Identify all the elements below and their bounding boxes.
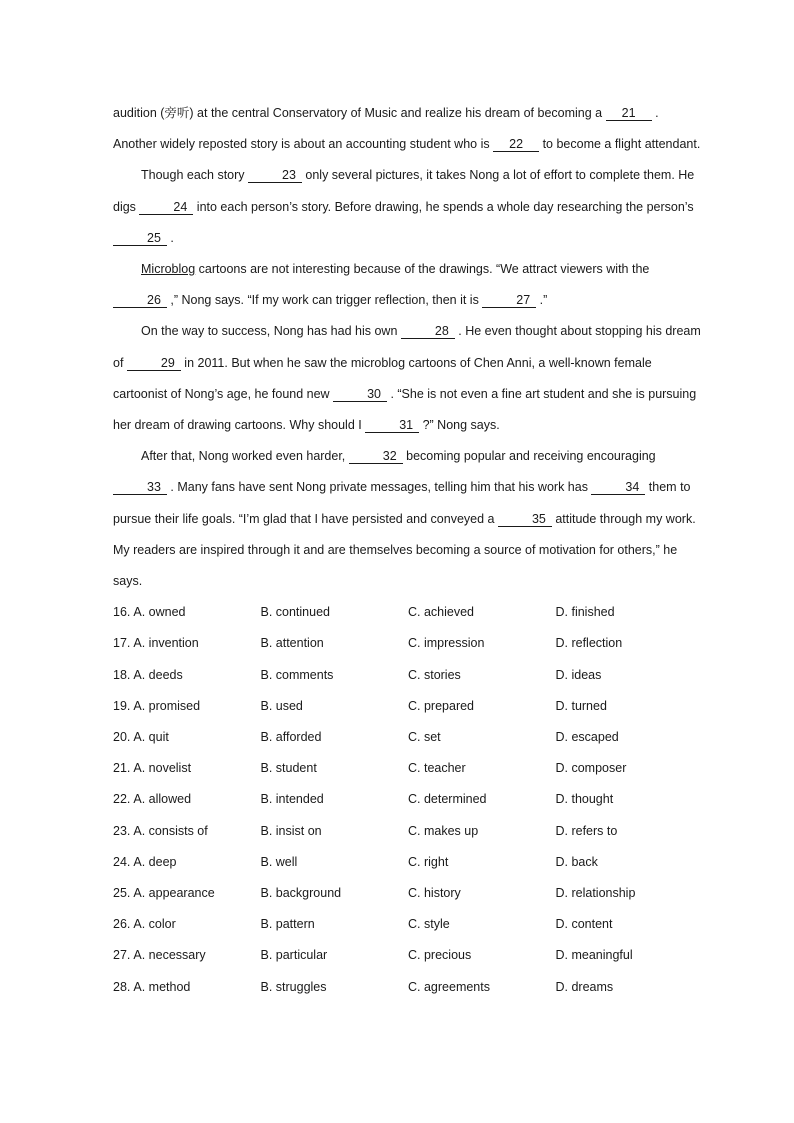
option-d (556, 940, 704, 971)
option-d (556, 972, 704, 1003)
passage-text: becoming popular and receiving encouraging (402, 449, 656, 464)
option-d (556, 784, 704, 815)
option-d (556, 660, 704, 691)
question-number: 28. (113, 979, 131, 994)
option-text: B. well (260, 854, 298, 869)
blank-22: 22 (493, 137, 539, 152)
document-page (113, 98, 703, 1003)
option-text: B. afforded (260, 730, 322, 744)
option-text: B. insist on (260, 823, 322, 838)
option-text: A. consists of (133, 823, 208, 838)
option-text: D. escaped (555, 730, 619, 744)
option-b (261, 847, 409, 878)
question-row (113, 784, 703, 815)
question-row (113, 847, 703, 878)
option-text: A. deep (133, 854, 177, 869)
option-text: D. turned (555, 698, 607, 713)
underlined-word: Microblog (141, 262, 196, 277)
option-c (408, 847, 556, 878)
question-number: 19. (113, 698, 131, 713)
question-row (113, 909, 703, 940)
option-text: C. determined (408, 792, 487, 807)
option-d (556, 909, 704, 940)
option-a (113, 816, 261, 847)
question-row (113, 628, 703, 659)
question-number: 17. (113, 636, 131, 651)
option-text: D. ideas (555, 667, 602, 682)
option-text: C. right (408, 854, 449, 869)
option-text: D. back (555, 854, 598, 869)
option-text: A. owned (133, 605, 186, 620)
option-text: C. set (408, 730, 441, 744)
option-c (408, 816, 556, 847)
option-text: D. thought (555, 792, 614, 807)
blank-26: 26 (113, 293, 167, 308)
option-b (261, 784, 409, 815)
option-c (408, 753, 556, 784)
question-row (113, 691, 703, 722)
blank-27: 27 (482, 293, 536, 308)
option-text: C. stories (408, 667, 461, 682)
passage-paragraph (113, 316, 703, 441)
option-a (113, 753, 261, 784)
question-row (113, 597, 703, 628)
passage-text: attitude through my work. My readers are inspired through it and are themselves becoming a source of motivation for others,” he says. (113, 511, 696, 589)
option-c (408, 628, 556, 659)
blank-23: 23 (248, 168, 302, 183)
question-row (113, 753, 703, 784)
blank-35: 35 (498, 512, 552, 527)
option-text: B. comments (260, 667, 334, 682)
question-number: 23. (113, 823, 131, 838)
option-c (408, 940, 556, 971)
question-number: 20. (113, 730, 131, 744)
option-a (113, 847, 261, 878)
option-c (408, 691, 556, 722)
option-b (261, 628, 409, 659)
passage (113, 98, 703, 597)
passage-text: only several pictures, it takes Nong a lot of effort to complete them. He digs (113, 168, 695, 214)
option-a (113, 722, 261, 753)
question-number: 16. (113, 605, 131, 620)
passage-paragraph (113, 160, 703, 254)
passage-paragraph (113, 98, 703, 160)
option-text: B. particular (260, 948, 328, 963)
question-number: 18. (113, 667, 131, 682)
passage-text: Though each story (141, 168, 249, 183)
option-b (261, 722, 409, 753)
option-a (113, 691, 261, 722)
passage-text: After that, Nong worked even harder, (141, 449, 349, 464)
option-a (113, 597, 261, 628)
option-text: B. attention (260, 636, 324, 651)
answer-options (113, 597, 703, 1002)
option-b (261, 878, 409, 909)
option-b (261, 660, 409, 691)
question-row (113, 972, 703, 1003)
option-text: C. impression (408, 636, 485, 651)
option-text: D. reflection (555, 636, 623, 651)
passage-text: in 2011. But when he saw the microblog cartoons of Chen Anni, a well-known female cartoonist of Nong’s age, he found new (113, 355, 652, 401)
option-text: A. promised (133, 698, 201, 713)
blank-31: 31 (365, 418, 419, 433)
question-row (113, 816, 703, 847)
option-text: C. precious (408, 948, 472, 963)
option-text: D. meaningful (555, 948, 633, 963)
passage-text: cartoons are not interesting because of the drawings. “We attract viewers with the (195, 262, 650, 277)
passage-text: audition (旁听) at the central Conservatory of Music and realize his dream of becoming a (113, 106, 606, 120)
option-b (261, 753, 409, 784)
option-text: D. composer (555, 761, 627, 776)
option-d (556, 691, 704, 722)
option-a (113, 784, 261, 815)
blank-30: 30 (333, 387, 387, 402)
option-c (408, 972, 556, 1003)
question-number: 26. (113, 917, 131, 932)
option-text: B. continued (260, 605, 330, 620)
option-text: C. prepared (408, 698, 475, 713)
blank-25: 25 (113, 231, 167, 246)
option-text: C. style (408, 917, 450, 932)
question-row (113, 940, 703, 971)
passage-text: ,” Nong says. “If my work can trigger reflection, then it is (166, 293, 483, 308)
question-number: 21. (113, 761, 131, 776)
question-row (113, 660, 703, 691)
blank-32: 32 (349, 449, 403, 464)
option-text: A. necessary (133, 948, 206, 963)
passage-text: On the way to success, Nong has had his own (141, 324, 401, 339)
option-text: D. relationship (555, 885, 636, 900)
option-text: B. student (260, 761, 317, 776)
option-text: A. method (133, 979, 191, 994)
question-row (113, 722, 703, 753)
blank-28: 28 (401, 324, 455, 339)
option-a (113, 878, 261, 909)
passage-text: into each person’s story. Before drawing, he spends a whole day researching the person’s (193, 199, 694, 214)
option-text: B. pattern (260, 917, 315, 932)
option-text: D. content (555, 917, 613, 932)
option-d (556, 847, 704, 878)
option-c (408, 878, 556, 909)
option-text: B. struggles (260, 979, 327, 994)
option-text: D. dreams (555, 979, 614, 994)
option-text: C. history (408, 885, 461, 900)
option-b (261, 597, 409, 628)
passage-text: . (166, 230, 174, 245)
option-c (408, 660, 556, 691)
option-c (408, 597, 556, 628)
option-b (261, 909, 409, 940)
option-text: A. invention (133, 636, 199, 651)
option-text: D. finished (555, 605, 615, 620)
blank-24: 24 (139, 200, 193, 215)
option-text: B. background (260, 885, 342, 900)
blank-33: 33 (113, 480, 167, 495)
option-c (408, 722, 556, 753)
option-d (556, 597, 704, 628)
option-b (261, 816, 409, 847)
option-text: A. allowed (133, 792, 192, 807)
question-number: 22. (113, 792, 131, 807)
option-text: C. agreements (408, 979, 490, 994)
passage-text: . He even thought about stopping his dream of (113, 324, 701, 370)
option-a (113, 660, 261, 691)
option-b (261, 972, 409, 1003)
option-text: C. achieved (408, 605, 475, 620)
question-number: 25. (113, 885, 131, 900)
passage-text: . Another widely reposted story is about an accounting student who is (113, 106, 659, 152)
option-b (261, 940, 409, 971)
passage-text: . Many fans have sent Nong private messages, telling him that his work has (166, 480, 592, 495)
option-d (556, 628, 704, 659)
passage-text: them to pursue their life goals. “I’m glad that I have persisted and conveyed a (113, 480, 691, 526)
blank-29: 29 (127, 356, 181, 371)
option-text: A. novelist (133, 761, 192, 776)
option-d (556, 753, 704, 784)
option-a (113, 972, 261, 1003)
blank-21: 21 (606, 106, 652, 121)
option-d (556, 816, 704, 847)
question-number: 24. (113, 854, 131, 869)
option-text: A. quit (133, 730, 169, 744)
blank-34: 34 (591, 480, 645, 495)
option-c (408, 784, 556, 815)
option-a (113, 940, 261, 971)
question-number: 27. (113, 948, 131, 963)
option-text: B. used (260, 698, 303, 713)
question-row (113, 878, 703, 909)
option-a (113, 909, 261, 940)
option-text: D. refers to (555, 823, 618, 838)
option-text: A. color (133, 917, 176, 932)
passage-paragraph (113, 254, 703, 316)
option-c (408, 909, 556, 940)
passage-text: to become a flight attendant. (539, 137, 701, 152)
option-d (556, 722, 704, 753)
passage-text: . “She is not even a fine art student and she is pursuing her dream of drawing cartoons. Why should I (113, 386, 697, 433)
option-a (113, 628, 261, 659)
option-text: B. intended (260, 792, 324, 807)
option-text: C. makes up (408, 823, 479, 838)
option-d (556, 878, 704, 909)
passage-paragraph (113, 441, 703, 597)
option-b (261, 691, 409, 722)
option-text: C. teacher (408, 761, 466, 776)
passage-text: ?” Nong says. (419, 418, 500, 433)
option-text: A. deeds (133, 667, 183, 682)
option-text: A. appearance (133, 885, 215, 900)
passage-text: .” (536, 293, 548, 308)
